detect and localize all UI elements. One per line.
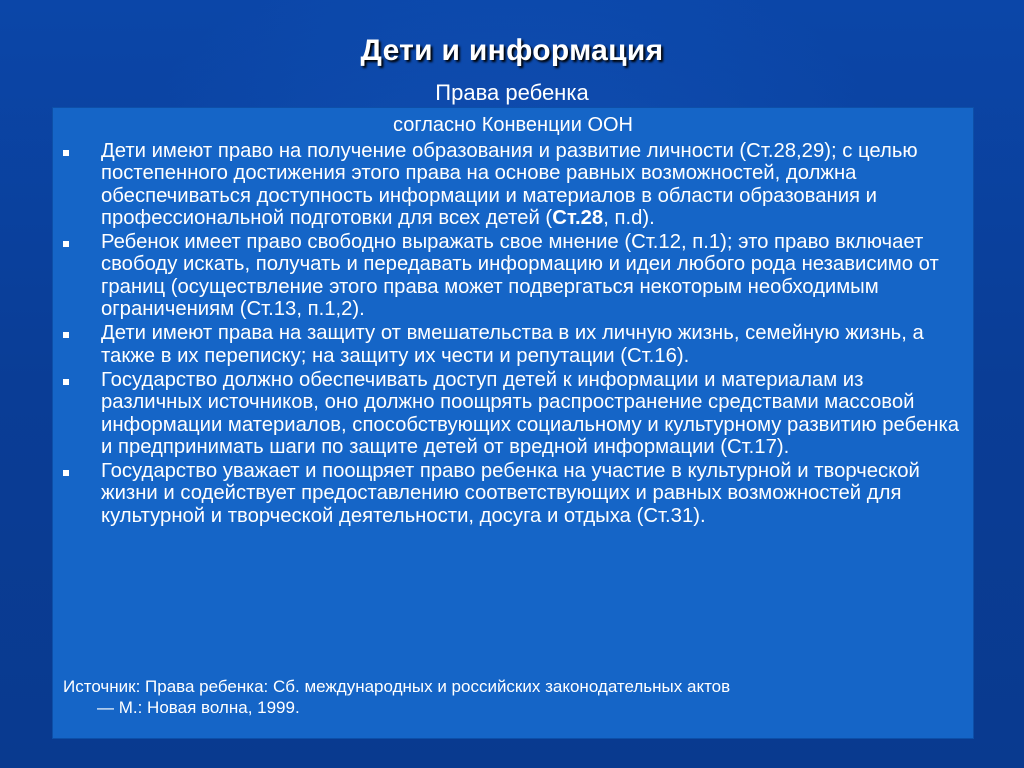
bullet-text: Государство должно обеспечивать доступ детей к информации и материалам из различных источников, оно должно поощрять распространение средствами массовой информации материалов, способствующих социальному и культурному развитию ребенка и предпринимать шаги по защите детей от вредной информации (Ст.17).: [101, 368, 960, 458]
bullet-text: Дети имеют право на получение образования и развитие личности (Ст.28,29); с целью постепенного достижения этого права на основе равных возможностей, должна обеспечиваться доступность информации и материалов в области образования и профессиональной подготовки для всех детей (: [101, 140, 918, 229]
bullet-text: , п.d).: [603, 206, 655, 229]
bullet-item: [53, 322, 973, 367]
bullet-item: [53, 369, 973, 458]
bullet-text: Дети имеют права на защиту от вмешательства в их личную жизнь, семейную жизнь, а также в их переписку; на защиту их чести и репутации (Ст.16).: [101, 322, 924, 367]
bullet-list: [53, 140, 973, 529]
source-line-1: Источник: Права ребенка: Сб. международных и российских законодательных актов: [63, 677, 731, 696]
bullet-item: [53, 231, 973, 320]
square-bullet-icon: [63, 470, 69, 476]
source-line-2: — М.: Новая волна, 1999.: [97, 698, 300, 717]
bullet-item: [53, 140, 973, 229]
square-bullet-icon: [63, 332, 69, 338]
slide-subtitle-convention: согласно Конвенции ООН: [392, 114, 634, 136]
square-bullet-icon: [63, 379, 69, 385]
slide-subtitle: Права ребенка: [435, 80, 589, 105]
square-bullet-icon: [63, 150, 69, 156]
bullet-bold-reference: Ст.28: [552, 206, 604, 229]
bullet-item: [53, 460, 973, 527]
slide-title: Дети и информация: [360, 34, 664, 67]
bullet-text: Ребенок имеет право свободно выражать свое мнение (Ст.12, п.1); это право включает свободу искать, получать и передавать информацию и идеи любого рода независимо от границ (осуществление этого права может подвергаться некоторым необходимым ограничениям (Ст.13, п.1,2).: [101, 231, 939, 321]
content-box: [52, 107, 974, 739]
bullet-text: Государство уважает и поощряет право ребенка на участие в культурной и творческой жизни и содействует предоставлению соответствующих и равных возможностей для культурной и творческой деятельности, досуга и отдыха (Ст.31).: [101, 460, 920, 527]
square-bullet-icon: [63, 241, 69, 247]
source-citation: [63, 676, 968, 718]
